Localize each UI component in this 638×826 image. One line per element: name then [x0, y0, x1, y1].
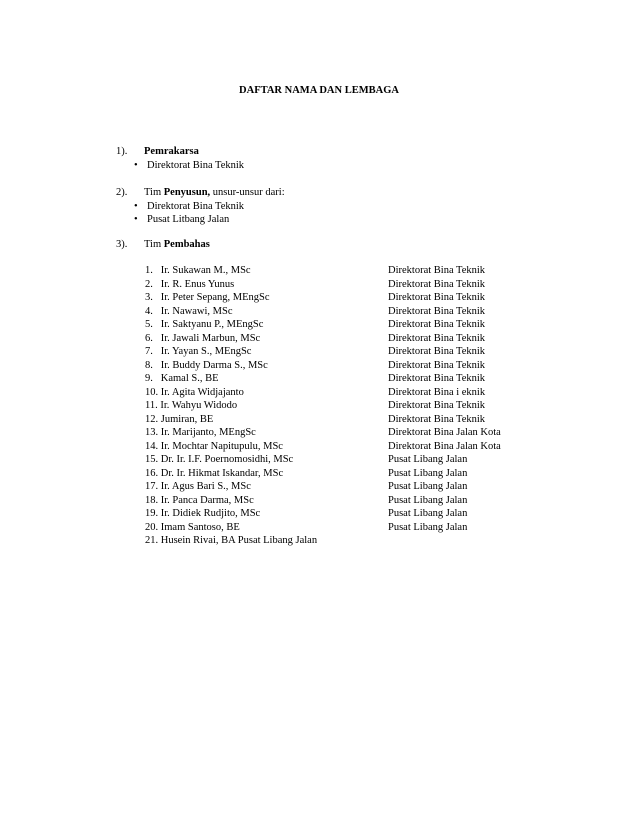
member-institution: Direktorat Bina Teknik — [388, 332, 486, 344]
member-institution: Direktorat Bina Teknik — [388, 359, 486, 371]
table-row — [145, 534, 605, 548]
member-institution: Direktorat Bina Teknik — [388, 278, 486, 290]
member-name: 5. Ir. Saktyanu P., MEngSc — [145, 319, 264, 330]
member-institution: Direktorat Bina Teknik — [388, 373, 486, 384]
member-name: 3. Ir. Peter Sepang, MEngSc — [145, 292, 270, 303]
member-name: 12. Jumiran, BE — [145, 413, 214, 425]
member-name: 10. Ir. Agita Widjajanto — [145, 386, 244, 398]
member-name: 6. Ir. Jawali Marbun, MSc — [145, 332, 261, 344]
table-row — [145, 521, 605, 535]
member-name: 14. Ir. Mochtar Napitupulu, MSc — [145, 440, 283, 452]
member-institution: Pusat Libang Jalan — [388, 454, 468, 465]
section-number: 2). — [116, 187, 128, 198]
section-heading-bold: Pemrakarsa — [144, 146, 199, 157]
member-name: 20. Imam Santoso, BE — [145, 521, 240, 533]
list-item: • Direktorat Bina Teknik — [116, 200, 596, 214]
member-name: 1. Ir. Sukawan M., MSc — [145, 265, 251, 276]
bullet-list — [116, 200, 596, 227]
table-row — [145, 359, 605, 373]
section-number: 1). — [116, 146, 128, 157]
member-name: 19. Ir. Didiek Rudjito, MSc — [145, 508, 261, 519]
member-institution: Direktorat Bina Teknik — [388, 305, 486, 317]
table-row — [145, 413, 605, 427]
member-institution: Pusat Libang Jalan — [388, 521, 468, 533]
member-institution: Pusat Libang Jalan — [388, 508, 468, 519]
table-row — [145, 318, 605, 332]
member-institution: Direktorat Bina Jalan Kota — [388, 440, 501, 452]
member-institution: Direktorat Bina Teknik — [388, 413, 486, 425]
table-row — [145, 291, 605, 305]
member-institution: Direktorat Bina Teknik — [388, 292, 486, 303]
table-row — [145, 305, 605, 319]
member-institution: Direktorat Bina i eknik — [388, 386, 486, 398]
table-row — [145, 494, 605, 508]
section-heading-prefix: Tim — [144, 239, 164, 250]
section-pembahas — [116, 238, 596, 252]
table-row — [145, 467, 605, 481]
member-name: 18. Ir. Panca Darma, MSc — [145, 494, 254, 506]
member-name: 21. Husein Rivai, BA — [145, 535, 236, 546]
section-heading-bold: Penyusun, — [163, 187, 211, 198]
member-name: 4. Ir. Nawawi, MSc — [145, 305, 233, 317]
member-name: 7. Ir. Yayan S., MEngSc — [145, 346, 252, 357]
member-name: 13. Ir. Marijanto, MEngSc — [145, 427, 256, 438]
member-list — [145, 264, 605, 548]
list-item: • Pusat Litbang Jalan — [116, 213, 596, 227]
section-heading — [116, 238, 596, 252]
table-row — [145, 426, 605, 440]
section-heading-bold: Pembahas — [163, 239, 210, 250]
table-row — [145, 399, 605, 413]
member-name: 17. Ir. Agus Bari S., MSc — [145, 481, 251, 492]
section-heading — [116, 145, 596, 159]
table-row — [145, 386, 605, 400]
member-institution: Direktorat Bina Teknik — [388, 265, 486, 276]
member-name: 11. Ir. Wahyu Widodo — [145, 400, 238, 411]
member-institution: Direktorat Bina Teknik — [388, 400, 486, 411]
bullet-list — [116, 159, 596, 173]
list-item: • Direktorat Bina Teknik — [116, 159, 596, 173]
member-name: 8. Ir. Buddy Darma S., MSc — [145, 359, 268, 371]
table-row — [145, 480, 605, 494]
document-title: DAFTAR NAMA DAN LEMBAGA — [239, 85, 399, 96]
member-institution: Direktorat Bina Jalan Kota — [388, 427, 501, 438]
table-row — [145, 507, 605, 521]
member-name: 15. Dr. Ir. I.F. Poernomosidhi, MSc — [145, 454, 294, 465]
section-heading — [116, 186, 596, 200]
member-institution: Direktorat Bina Teknik — [388, 319, 486, 330]
member-institution: Pusat Libang Jalan — [237, 535, 318, 546]
member-institution: Direktorat Bina Teknik — [388, 346, 486, 357]
section-heading-suffix: unsur-unsur dari: — [210, 187, 285, 198]
table-row — [145, 264, 605, 278]
section-heading-prefix: Tim — [144, 187, 164, 198]
table-row — [145, 278, 605, 292]
member-name: 9. Kamal S., BE — [145, 373, 219, 384]
table-row — [145, 372, 605, 386]
member-institution: Pusat Libang Jalan — [388, 481, 468, 492]
member-name: 16. Dr. Ir. Hikmat Iskandar, MSc — [145, 467, 284, 479]
table-row — [145, 345, 605, 359]
member-institution: Pusat Libang Jalan — [388, 494, 468, 506]
table-row — [145, 453, 605, 467]
member-institution: Pusat Libang Jalan — [388, 467, 468, 479]
section-penyusun — [116, 186, 596, 227]
section-number: 3). — [116, 239, 128, 250]
section-pemrakarsa — [116, 145, 596, 172]
member-name: 2. Ir. R. Enus Yunus — [145, 278, 235, 290]
table-row — [145, 440, 605, 454]
table-row — [145, 332, 605, 346]
